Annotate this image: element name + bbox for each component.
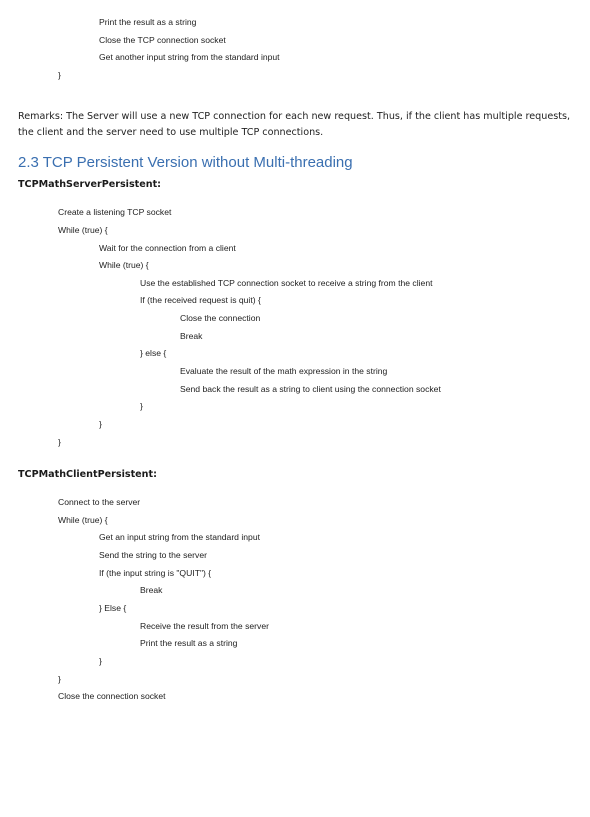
code-line: } Else {	[99, 603, 127, 613]
code-line: Send back the result as a string to client using the connection socket	[180, 384, 441, 394]
code-brace: }	[99, 419, 102, 429]
code-line: Wait for the connection from a client	[99, 243, 236, 253]
code-brace: }	[99, 656, 102, 666]
code-brace: }	[140, 401, 143, 411]
code-line: Close the connection	[180, 313, 261, 323]
server-title: TCPMathServerPersistent:	[18, 179, 162, 190]
code-brace: }	[58, 437, 61, 447]
code-line: While (true) {	[58, 225, 108, 235]
code-line: Print the result as a string	[140, 638, 238, 648]
code-line: Close the TCP connection socket	[99, 35, 226, 45]
code-line: Get another input string from the standard input	[99, 52, 280, 62]
code-line: If (the input string is "QUIT") {	[99, 568, 212, 578]
code-line: While (true) {	[99, 260, 149, 270]
code-line: Receive the result from the server	[140, 621, 269, 631]
client-title: TCPMathClientPersistent:	[18, 469, 157, 480]
code-line: Close the connection socket	[58, 691, 166, 701]
code-line: While (true) {	[58, 515, 108, 525]
code-line: Use the established TCP connection socket to receive a string from the client	[140, 278, 433, 288]
code-line: Send the string to the server	[99, 550, 207, 560]
code-line: Break	[180, 331, 203, 341]
code-line: Break	[140, 585, 163, 595]
code-line: Evaluate the result of the math expression in the string	[180, 366, 388, 376]
code-line: Print the result as a string	[99, 17, 197, 27]
section-heading: 2.3 TCP Persistent Version without Multi-threading	[18, 154, 353, 171]
code-brace: }	[58, 70, 61, 80]
remarks-paragraph: Remarks: The Server will use a new TCP connection for each new request. Thus, if the client has multiple requests, the client and the server need to use multiple TCP connections.	[18, 111, 571, 138]
code-line: Get an input string from the standard input	[99, 532, 260, 542]
code-line: } else {	[140, 348, 167, 358]
code-brace: }	[58, 674, 61, 684]
code-line: Connect to the server	[58, 497, 141, 507]
code-line: If (the received request is quit) {	[140, 295, 261, 305]
code-line: Create a listening TCP socket	[58, 207, 172, 217]
